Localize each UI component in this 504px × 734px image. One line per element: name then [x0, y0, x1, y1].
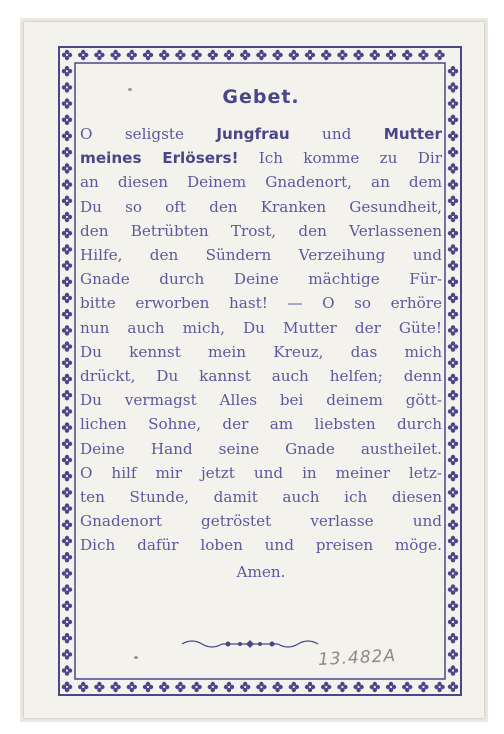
clover-icon: [434, 682, 444, 692]
prayer-line: [80, 412, 442, 436]
prayer-text: Dich dafür loben und preisen möge.: [80, 536, 442, 555]
clover-icon: [448, 228, 458, 238]
prayer-text: Du so oft den Kranken Gesundheit,: [80, 197, 442, 216]
prayer-text: den Betrübten Trost, den Verlassenen: [80, 221, 442, 240]
clover-icon: [402, 50, 412, 60]
clover-icon: [240, 50, 250, 60]
prayer-text: Gnadenort getröstet verlasse und: [80, 512, 442, 531]
clover-icon: [448, 503, 458, 513]
prayer-text: O seligste: [80, 125, 217, 143]
clover-icon: [62, 633, 72, 643]
clover-icon: [305, 682, 315, 692]
clover-icon: [321, 50, 331, 60]
clover-icon: [448, 406, 458, 416]
clover-icon: [448, 601, 458, 611]
clover-icon: [62, 406, 72, 416]
clover-icon: [208, 682, 218, 692]
clover-icon: [62, 358, 72, 368]
clover-icon: [448, 617, 458, 627]
clover-icon: [272, 50, 282, 60]
clover-icon: [386, 50, 396, 60]
clover-icon: [62, 601, 72, 611]
clover-icon: [62, 98, 72, 108]
clover-icon: [448, 455, 458, 465]
clover-icon: [94, 50, 104, 60]
clover-icon: [143, 50, 153, 60]
prayer-line: [80, 485, 442, 509]
clover-icon: [448, 147, 458, 157]
prayer-text: ten Stunde, damit auch ich diesen: [80, 488, 442, 507]
clover-icon: [62, 50, 72, 60]
inventory-number: 13.482A: [317, 645, 397, 671]
prayer-text: Du vermagst Alles bei deinem gött-: [80, 391, 442, 410]
prayer-line: [80, 122, 442, 146]
clover-icon: [62, 487, 72, 497]
prayer-text: Ich komme zu Dir: [238, 149, 442, 168]
clover-icon: [448, 439, 458, 449]
clover-icon: [143, 682, 153, 692]
clover-icon: [448, 293, 458, 303]
prayer-text: lichen Sohne, der am liebsten durch: [80, 415, 442, 434]
clover-icon: [62, 179, 72, 189]
clover-icon: [448, 649, 458, 659]
clover-icon: [62, 277, 72, 287]
clover-icon: [448, 179, 458, 189]
clover-icon: [62, 163, 72, 173]
clover-icon: [62, 665, 72, 675]
prayer-line: [80, 195, 442, 219]
prayer-line: [80, 146, 442, 170]
clover-icon: [448, 212, 458, 222]
clover-icon: [62, 212, 72, 222]
clover-icon: [62, 293, 72, 303]
ornament-divider-icon: [180, 636, 320, 652]
clover-icon: [110, 50, 120, 60]
clover-icon: [62, 422, 72, 432]
clover-icon: [62, 503, 72, 513]
prayer-line: [80, 388, 442, 412]
clover-icon: [448, 682, 458, 692]
prayer-text: bitte erworben hast! — O so erhöre: [80, 294, 442, 313]
clover-icon: [62, 260, 72, 270]
clover-icon: [305, 50, 315, 60]
clover-icon: [175, 50, 185, 60]
clover-icon: [62, 115, 72, 125]
prayer-line: [80, 461, 442, 485]
clover-icon: [62, 536, 72, 546]
clover-icon: [191, 682, 201, 692]
clover-icon: [224, 50, 234, 60]
clover-icon: [448, 131, 458, 141]
prayer-text: Gnade durch Deine mächtige Für-: [80, 270, 442, 289]
clover-icon: [62, 131, 72, 141]
emphasized-text: meines Erlösers!: [80, 149, 239, 168]
clover-icon: [448, 277, 458, 287]
clover-icon: [353, 50, 363, 60]
clover-icon: [62, 82, 72, 92]
clover-icon: [448, 309, 458, 319]
prayer-text: und: [289, 125, 384, 143]
clover-icon: [448, 98, 458, 108]
clover-icon: [448, 66, 458, 76]
clover-icon: [448, 163, 458, 173]
prayer-line: [80, 509, 442, 533]
clover-icon: [448, 536, 458, 546]
clover-icon: [62, 617, 72, 627]
prayer-text: nun auch mich, Du Mutter der Güte!: [80, 318, 442, 337]
clover-icon: [62, 439, 72, 449]
clover-icon: [62, 325, 72, 335]
clover-icon: [448, 471, 458, 481]
clover-icon: [159, 50, 169, 60]
clover-icon: [418, 50, 428, 60]
clover-icon: [62, 228, 72, 238]
prayer-line: [80, 364, 442, 388]
clover-icon: [175, 682, 185, 692]
clover-icon: [370, 50, 380, 60]
clover-icon: [448, 390, 458, 400]
prayer-text-area: [80, 72, 442, 672]
clover-icon: [256, 682, 266, 692]
prayer-text: O hilf mir jetzt und in meiner letz-: [80, 463, 442, 482]
clover-icon: [127, 682, 137, 692]
clover-icon: [78, 682, 88, 692]
clover-icon: [289, 50, 299, 60]
prayer-line: [80, 219, 442, 243]
clover-icon: [448, 260, 458, 270]
clover-icon: [62, 682, 72, 692]
clover-icon: [62, 649, 72, 659]
clover-icon: [208, 50, 218, 60]
prayer-line: [80, 267, 442, 291]
clover-icon: [110, 682, 120, 692]
clover-icon: [240, 682, 250, 692]
clover-icon: [62, 309, 72, 319]
clover-icon: [448, 82, 458, 92]
paper-speck: [134, 656, 138, 659]
clover-icon: [448, 487, 458, 497]
clover-icon: [256, 50, 266, 60]
prayer-text: drückt, Du kannst auch helfen; denn: [80, 367, 442, 386]
clover-icon: [448, 568, 458, 578]
clover-icon: [448, 196, 458, 206]
clover-icon: [337, 682, 347, 692]
clover-icon: [448, 244, 458, 254]
prayer-text: Du kennst mein Kreuz, das mich: [80, 342, 442, 361]
clover-icon: [448, 422, 458, 432]
clover-icon: [127, 50, 137, 60]
emphasized-text: Mutter: [383, 125, 442, 143]
prayer-line: [80, 437, 442, 461]
clover-icon: [78, 50, 88, 60]
paper-speck: [128, 88, 132, 91]
clover-icon: [191, 50, 201, 60]
prayer-line: [80, 243, 442, 267]
prayer-line: [80, 340, 442, 364]
clover-icon: [448, 341, 458, 351]
clover-icon: [62, 374, 72, 384]
prayer-line: [80, 291, 442, 315]
clover-icon: [224, 682, 234, 692]
clover-icon: [448, 584, 458, 594]
clover-icon: [289, 682, 299, 692]
clover-icon: [353, 682, 363, 692]
prayer-line: [80, 316, 442, 340]
clover-icon: [62, 520, 72, 530]
prayer-body: [80, 122, 442, 558]
prayer-text: Hilfe, den Sündern Verzeihung und: [80, 246, 442, 265]
clover-icon: [386, 682, 396, 692]
clover-icon: [62, 341, 72, 351]
clover-icon: [448, 325, 458, 335]
clover-icon: [62, 471, 72, 481]
clover-icon: [402, 682, 412, 692]
clover-icon: [62, 552, 72, 562]
clover-icon: [62, 390, 72, 400]
clover-icon: [62, 147, 72, 157]
amen-line: Amen.: [236, 562, 286, 581]
clover-icon: [62, 66, 72, 76]
clover-icon: [94, 682, 104, 692]
clover-icon: [62, 584, 72, 594]
emphasized-text: Jungfrau: [216, 125, 290, 143]
clover-icon: [62, 244, 72, 254]
clover-icon: [418, 682, 428, 692]
clover-icon: [448, 520, 458, 530]
clover-icon: [62, 455, 72, 465]
clover-icon: [272, 682, 282, 692]
page-title: Gebet.: [222, 86, 300, 108]
clover-icon: [337, 50, 347, 60]
prayer-text: Deine Hand seine Gnade austheilet.: [80, 439, 442, 458]
clover-icon: [448, 633, 458, 643]
clover-icon: [370, 682, 380, 692]
clover-icon: [448, 665, 458, 675]
prayer-text: an diesen Deinem Gnadenort, an dem: [80, 173, 442, 192]
clover-icon: [448, 552, 458, 562]
clover-icon: [159, 682, 169, 692]
clover-icon: [321, 682, 331, 692]
clover-icon: [62, 196, 72, 206]
clover-icon: [448, 115, 458, 125]
clover-icon: [448, 374, 458, 384]
clover-icon: [448, 358, 458, 368]
clover-icon: [62, 568, 72, 578]
prayer-line: [80, 170, 442, 194]
prayer-line: [80, 533, 442, 557]
clover-icon: [434, 50, 444, 60]
